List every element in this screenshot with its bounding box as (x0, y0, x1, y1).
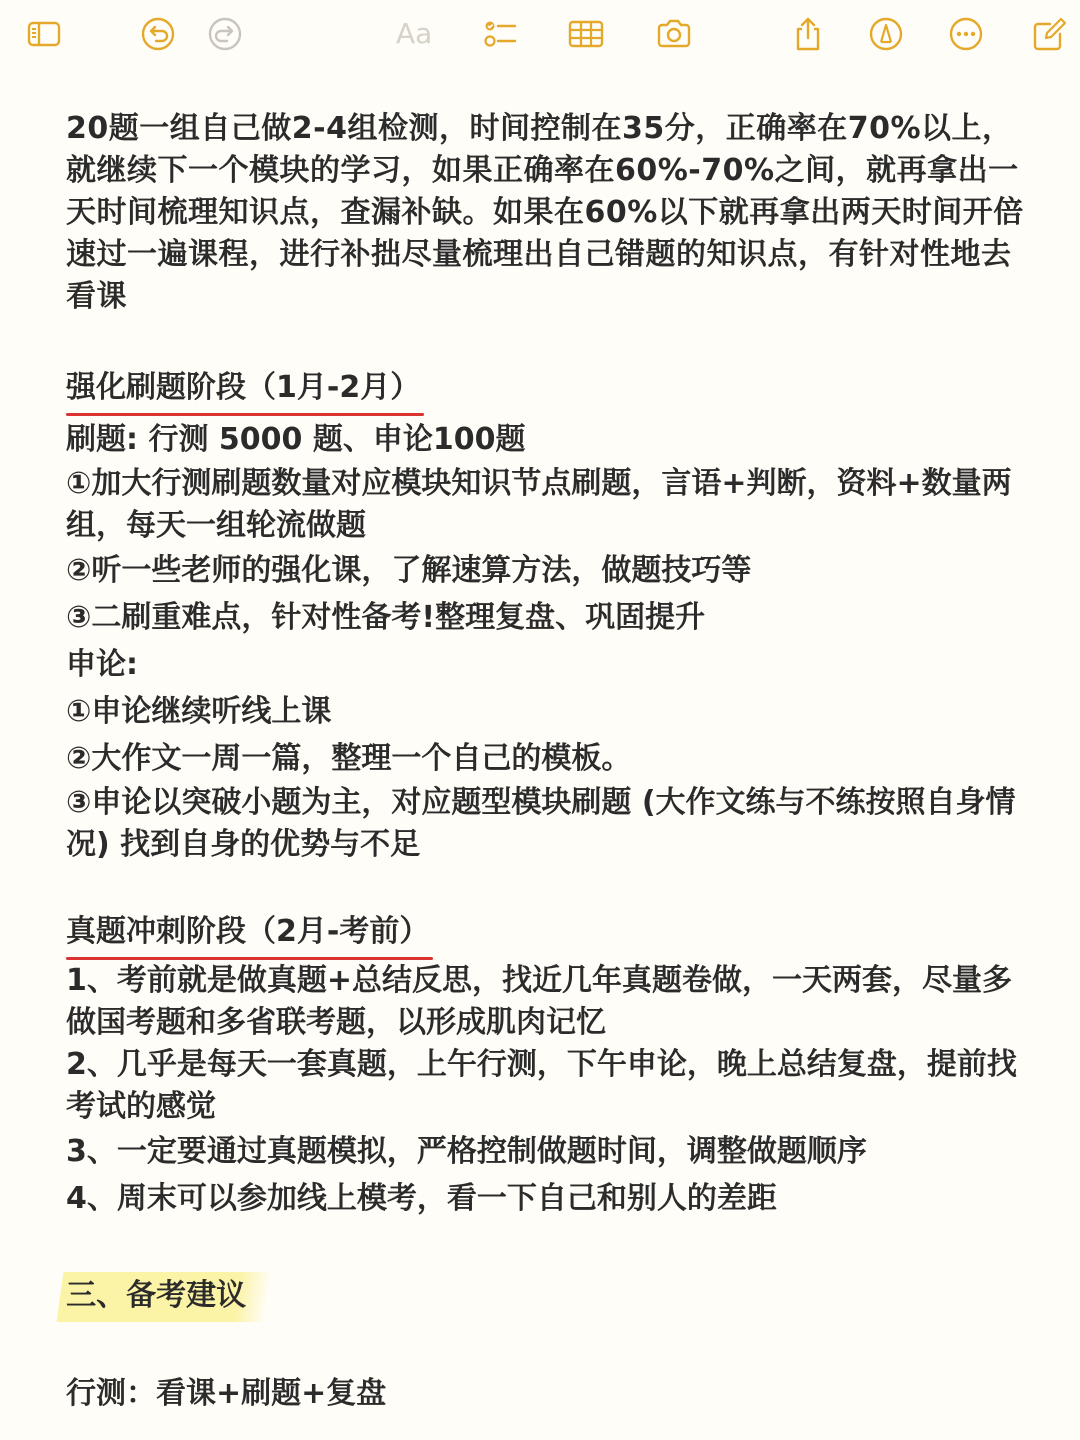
list-item: 1、考前就是做真题+总结反思，找近几年真题卷做，一天两套，尽量多做国考题和多省联考题，以形成肌肉记忆 (66, 963, 1013, 1040)
intro-paragraph: 20题一组自己做2-4组检测，时间控制在35分，正确率在70%以上，就继续下一个模块的学习，如果正确率在60%-70%之间，就再拿出一天时间梳理知识点，查漏补缺。如果在60%以下就再拿出两天时间开倍速过一遍课程，进行补拙尽量梳理出自己错题的知识点，有针对性地去看课 (66, 111, 1024, 314)
list-item: 刷题: 行测 5000 题、申论100题 (66, 422, 526, 457)
undo-icon[interactable] (138, 14, 178, 54)
table-icon[interactable] (566, 14, 606, 54)
heading-text: 三、备考建议 (66, 1278, 247, 1313)
section-heading-advice (56, 1272, 271, 1322)
markup-icon[interactable] (866, 14, 906, 54)
list-item: ③二刷重难点，针对性备考!整理复盘、巩固提升 (66, 600, 706, 635)
section-heading-sprint (66, 910, 429, 954)
share-icon[interactable] (788, 14, 828, 54)
more-icon[interactable] (946, 14, 986, 54)
heading-text: 真题冲刺阶段（2月-考前） (66, 914, 430, 949)
list-item: ②大作文一周一篇，整理一个自己的模板。 (66, 741, 632, 776)
list-item: 3、一定要通过真题模拟，严格控制做题时间，调整做题顺序 (66, 1134, 867, 1169)
note-body[interactable] (66, 108, 1036, 1417)
compose-icon[interactable] (1030, 14, 1070, 54)
checklist-icon[interactable] (480, 14, 520, 54)
notes-toolbar (0, 0, 1080, 70)
advice-line: 行测：看课+刷题+复盘 (66, 1376, 387, 1411)
redo-icon[interactable] (205, 14, 245, 54)
list-item: 申论: (66, 647, 138, 682)
list-item: 2、几乎是每天一套真题，上午行测，下午申论，晚上总结复盘，提前找考试的感觉 (66, 1047, 1017, 1124)
red-underline (66, 957, 433, 960)
list-item: ③申论以突破小题为主，对应题型模块刷题 (大作文练与不练按照自身情况) 找到自身的优势与不足 (66, 785, 1016, 862)
list-item: ①申论继续听线上课 (66, 694, 332, 729)
heading-text: 强化刷题阶段（1月-2月） (66, 370, 421, 405)
list-item: 4、周末可以参加线上模考，看一下自己和别人的差距 (66, 1181, 777, 1216)
section-heading-intensive (66, 366, 420, 410)
format-text-icon[interactable]: Aa (396, 17, 433, 50)
red-underline (66, 413, 424, 416)
camera-icon[interactable] (654, 14, 694, 54)
list-item: ①加大行测刷题数量对应模块知识节点刷题，言语+判断，资料+数量两组，每天一组轮流做题 (66, 466, 1012, 543)
sidebar-icon[interactable] (24, 14, 64, 54)
list-item: ②听一些老师的强化课，了解速算方法，做题技巧等 (66, 553, 752, 588)
